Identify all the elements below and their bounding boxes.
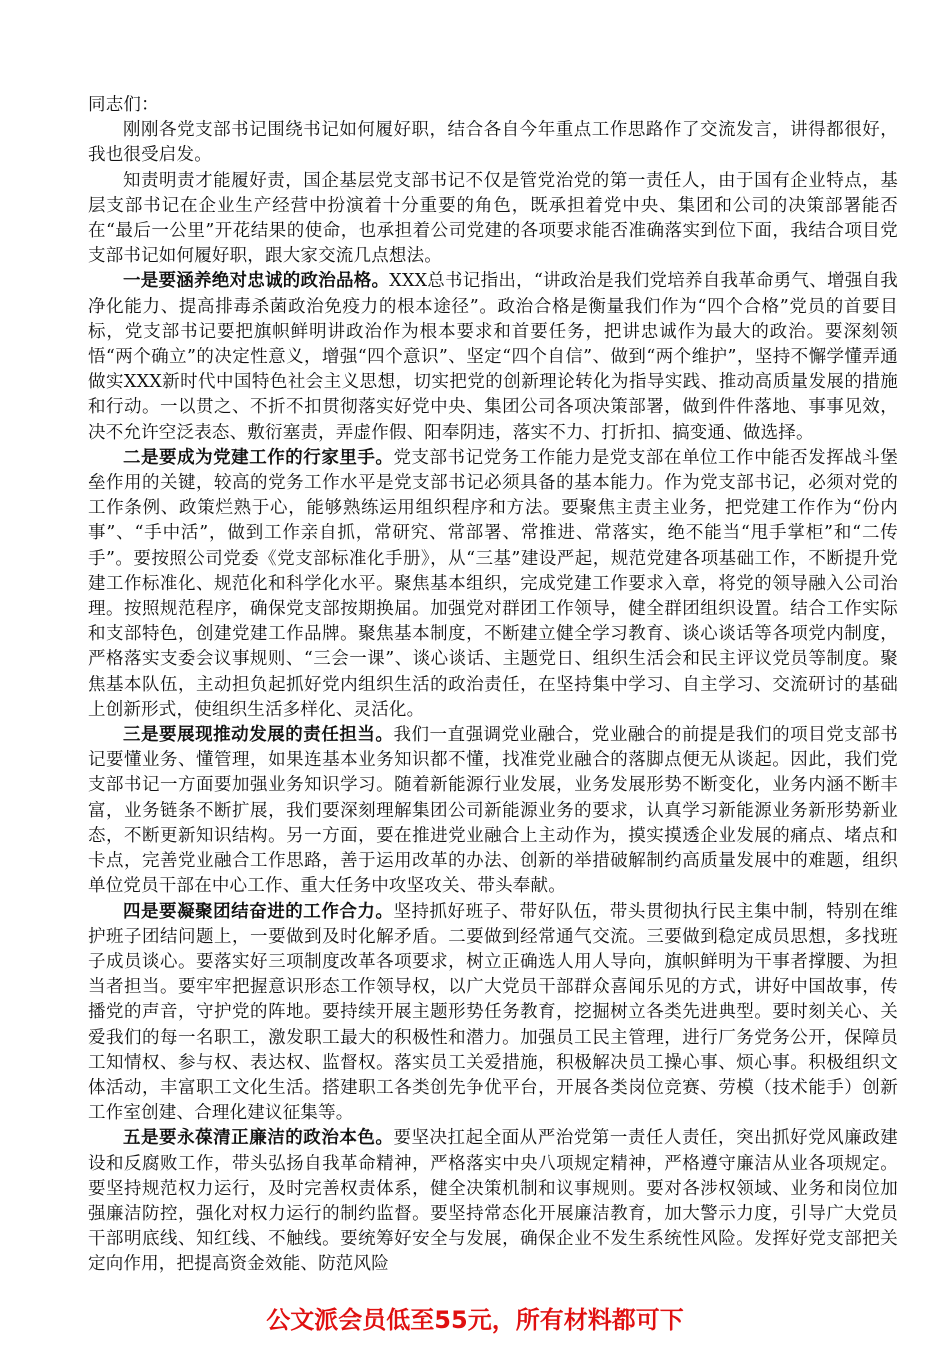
section-5-body: 要坚决扛起全面从严治党第一责任人责任，突出抓好党风廉政建设和反腐败工作，带头弘扬自我革命精神，严格落实中央八项规定精神，严格遵守廉洁从业各项规定。要坚持规范权力运行，及时完善权责体系，健全决策机制和议事规则。要对各涉权领域、业务和岗位加强廉洁防控，强化对权力运行的制约监督。要坚持常态化开展廉洁教育，加大警示力度，引导广大党员干部明底线、知红线、不触线。要统筹好安全与发展，确保企业不发生系统性风险。发挥好党支部把关定向作用，把提高资金效能、防范风险	[88, 1128, 898, 1275]
section-3-heading: 三是要展现推动发展的责任担当。	[123, 725, 394, 746]
section-4-heading: 四是要凝聚团结奋进的工作合力。	[123, 901, 394, 922]
section-5-heading: 五是要永葆清正廉洁的政治本色。	[123, 1128, 394, 1149]
section-3-body: 我们一直强调党业融合，党业融合的前提是我们的项目党支部书记要懂业务、懂管理，如果连基本业务知识都不懂，找准党业融合的落脚点便无从谈起。因此，我们党支部书记一方面要加强业务知识学习。随着新能源行业发展，业务发展形势不断变化，业务内涵不断丰富，业务链条不断扩展，我们要深刻理解集团公司新能源业务的要求，认真学习新能源业务新形势新业态，不断更新知识结构。另一方面，要在推进党业融合上主动作为，摸实摸透企业发展的痛点、堵点和卡点，完善党业融合工作思路，善于运用改革的办法、创新的举措破解制约高质量发展中的难题，组织单位党员干部在中心工作、重大任务中攻坚攻关、带头奉献。	[88, 725, 898, 897]
section-1-heading: 一是要涵养绝对忠诚的政治品格。	[123, 271, 390, 292]
section-2	[88, 446, 898, 723]
section-2-body: 党支部书记党务工作能力是党支部在单位工作中能否发挥战斗堡垒作用的关键，较高的党务工作水平是党支部书记必须具备的基本能力。作为党支部书记，必须对党的工作条例、政策烂熟于心，能够熟练运用组织程序和方法。要聚焦主责主业务，把党建工作作为“份内事”、“手中活”，做到工作亲自抓，常研究、常部署、常推进、常落实，绝不能当“甩手掌柜”和“二传手”。要按照公司党委《党支部标准化手册》，从“三基”建设严起，规范党建各项基础工作，不断提升党建工作标准化、规范化和科学化水平。聚焦基本组织，完成党建工作要求入章，将党的领导融入公司治理。按照规范程序，确保党支部按期换届。加强党对群团工作领导，健全群团组织设置。结合工作实际和支部特色，创建党建工作品牌。聚焦基本制度，不断建立健全学习教育、谈心谈话等各项党内制度，严格落实支委会议事规则、“三会一课”、谈心谈话、主题党日、组织生活会和民主评议党员等制度。聚焦基本队伍，主动担负起抓好党内组织生活的政治责任，在坚持集中学习、自主学习、交流研讨的基础上创新形式，使组织生活多样化、灵活化。	[88, 447, 898, 720]
membership-banner[interactable]: 公文派会员低至55元，所有材料都可下	[266, 1306, 684, 1334]
section-1-body: XXX总书记指出，“讲政治是我们党培养自我革命勇气、增强自我净化能力、提高排毒杀菌政治免疫力的根本途径”。政治合格是衡量我们作为“四个合格”党员的首要目标，党支部书记要把旗帜鲜明讲政治作为根本要求和首要任务，把讲忠诚作为最大的政治。要深刻领悟“两个确立”的决定性意义，增强“四个意识”、坚定“四个自信”、做到“两个维护”，坚持不懈学懂弄通做实XXX新时代中国特色社会主义思想，切实把党的创新理论转化为指导实践、推动高质量发展的措施和行动。一以贯之、不折不扣贯彻落实好党中央、集团公司各项决策部署，做到件件落地、事事见效，决不允许空泛表态、敷衍塞责，弄虚作假、阳奉阴违，落实不力、打折扣、搞变通、做选择。	[88, 271, 898, 443]
section-2-heading: 二是要成为党建工作的行家里手。	[123, 447, 394, 468]
paragraph-context: 知责明责才能履好责，国企基层党支部书记不仅是管党治党的第一责任人，由于国有企业特点，基层支部书记在企业生产经营中扮演着十分重要的角色，既承担着党中央、集团和公司的决策部署能否在“最后一公里”开花结果的使命，也承担着公司党建的各项要求能否准确落实到位下面，我结合项目党支部书记如何履好职，跟大家交流几点想法。	[88, 170, 898, 267]
document-body	[88, 93, 898, 1278]
salutation: 同志们：	[88, 95, 159, 115]
section-4-body: 坚持抓好班子、带好队伍，带头贯彻执行民主集中制，特别在维护班子团结问题上，一要做到及时化解矛盾。二要做到经常通气交流。三要做到稳定成员思想，多找班子成员谈心。要落实好三项制度改革各项要求，树立正确选人用人导向，旗帜鲜明为干事者撑腰、为担当者担当。要牢牢把握意识形态工作领导权，以广大党员干部群众喜闻乐见的方式，讲好中国故事，传播党的声音，守护党的阵地。要持续开展主题形势任务教育，挖掘树立各类先进典型。要时刻关心、关爱我们的每一名职工，激发职工最大的积极性和潜力。加强员工民主管理，进行厂务党务公开，保障员工知情权、参与权、表达权、监督权。落实员工关爱措施，积极解决员工操心事、烦心事。积极组织文体活动，丰富职工文化生活。搭建职工各类创先争优平台，开展各类岗位竞赛、劳模（技术能手）创新工作室创建、合理化建议征集等。	[88, 901, 898, 1124]
section-5	[88, 1126, 898, 1277]
section-3	[88, 723, 898, 899]
section-1	[88, 269, 898, 445]
section-4	[88, 900, 898, 1127]
paragraph-intro: 刚刚各党支部书记围绕书记如何履好职，结合各自今年重点工作思路作了交流发言，讲得都很好，我也很受启发。	[88, 120, 898, 166]
